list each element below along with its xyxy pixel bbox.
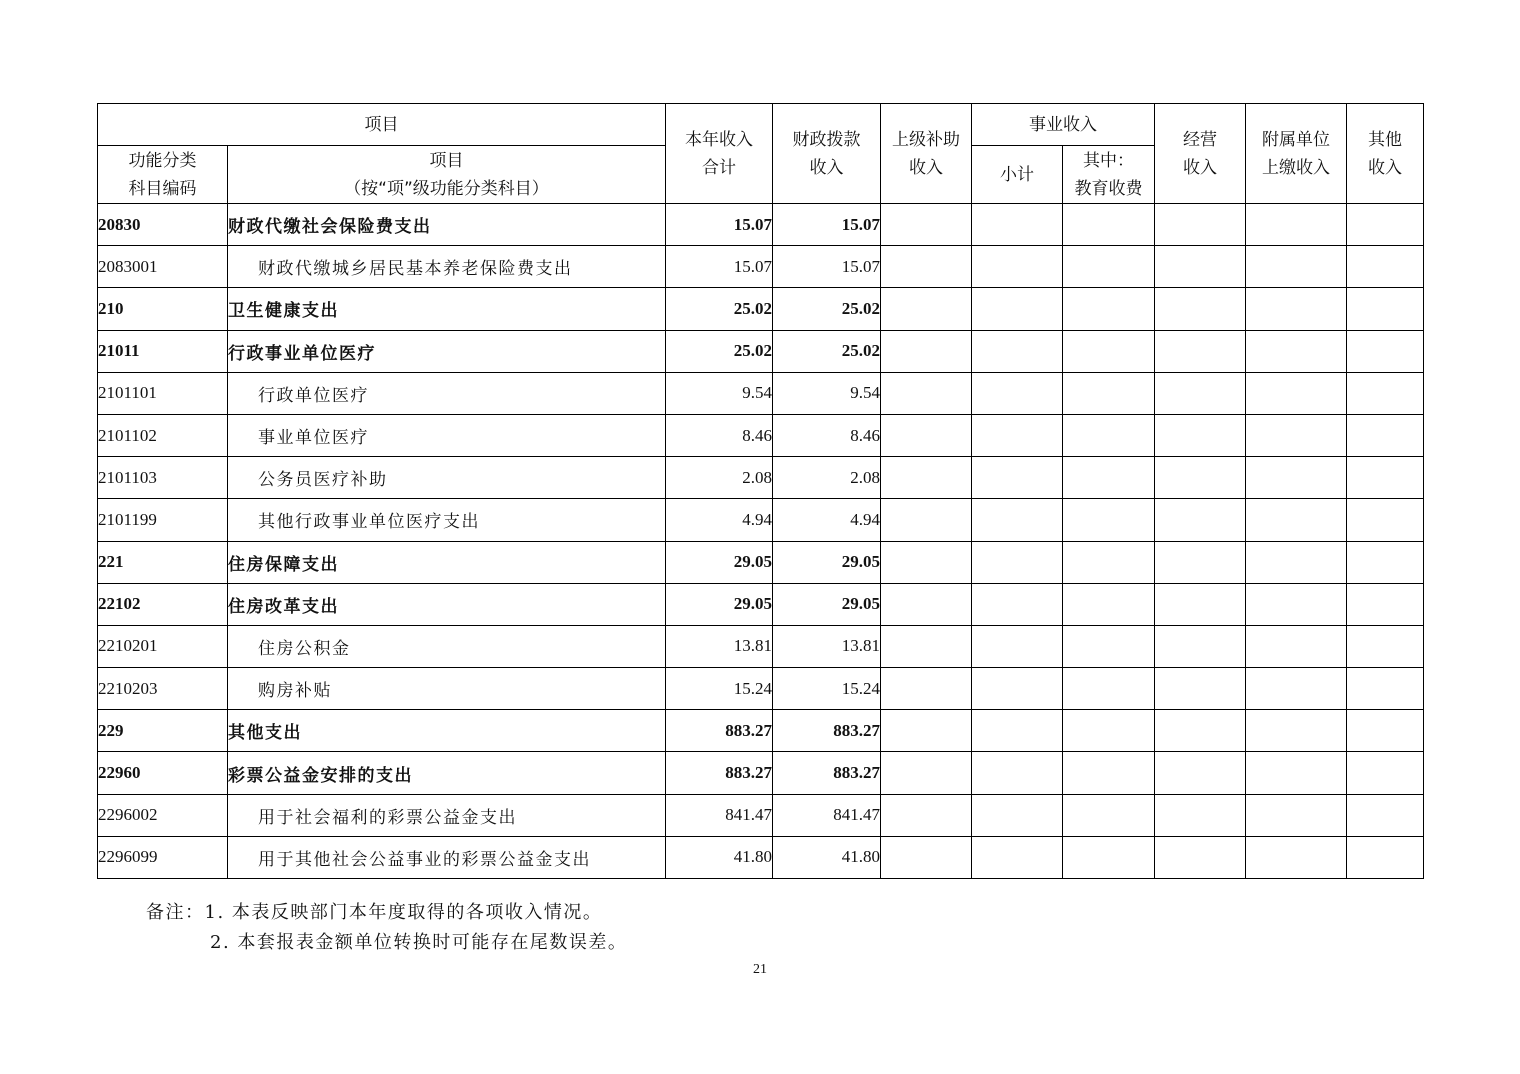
row-name: 公务员医疗补助 (228, 457, 666, 499)
row-code: 2296002 (98, 794, 228, 836)
row-affiliated-income (1246, 836, 1347, 878)
row-business-subtotal (972, 625, 1063, 667)
row-business-subtotal (972, 288, 1063, 330)
row-total-income: 15.07 (666, 246, 773, 288)
row-code: 210 (98, 288, 228, 330)
row-superior-subsidy (881, 457, 972, 499)
table-row (98, 836, 1424, 878)
row-business-subtotal (972, 583, 1063, 625)
row-other-income (1347, 330, 1424, 372)
row-superior-subsidy (881, 710, 972, 752)
row-fiscal-allocation: 15.24 (773, 668, 881, 710)
row-name: 财政代缴城乡居民基本养老保险费支出 (228, 246, 666, 288)
row-total-income: 4.94 (666, 499, 773, 541)
row-business-subtotal (972, 330, 1063, 372)
row-code: 2101101 (98, 372, 228, 414)
row-total-income: 25.02 (666, 330, 773, 372)
header-func-code: 功能分类 科目编码 (98, 146, 228, 204)
row-fiscal-allocation: 15.07 (773, 204, 881, 246)
row-business-education-fee (1063, 288, 1155, 330)
row-fiscal-allocation: 883.27 (773, 752, 881, 794)
row-other-income (1347, 625, 1424, 667)
row-business-education-fee (1063, 414, 1155, 456)
row-affiliated-income (1246, 457, 1347, 499)
row-total-income: 883.27 (666, 710, 773, 752)
row-superior-subsidy (881, 330, 972, 372)
row-affiliated-income (1246, 204, 1347, 246)
row-code: 2210203 (98, 668, 228, 710)
table-row (98, 372, 1424, 414)
table-row (98, 625, 1424, 667)
row-fiscal-allocation: 4.94 (773, 499, 881, 541)
header-total-income: 本年收入 合计 (666, 104, 773, 204)
header-superior-subsidy: 上级补助 收入 (881, 104, 972, 204)
row-business-education-fee (1063, 794, 1155, 836)
row-business-education-fee (1063, 541, 1155, 583)
row-name: 其他行政事业单位医疗支出 (228, 499, 666, 541)
row-code: 2101102 (98, 414, 228, 456)
row-affiliated-income (1246, 625, 1347, 667)
row-other-income (1347, 288, 1424, 330)
row-name: 卫生健康支出 (228, 288, 666, 330)
row-total-income: 13.81 (666, 625, 773, 667)
row-affiliated-income (1246, 330, 1347, 372)
header-business-subtotal: 小计 (972, 146, 1063, 204)
income-table (97, 103, 1424, 879)
row-other-income (1347, 414, 1424, 456)
row-business-subtotal (972, 541, 1063, 583)
row-business-education-fee (1063, 836, 1155, 878)
row-fiscal-allocation: 8.46 (773, 414, 881, 456)
row-superior-subsidy (881, 372, 972, 414)
row-superior-subsidy (881, 204, 972, 246)
row-operating-income (1155, 330, 1246, 372)
row-operating-income (1155, 752, 1246, 794)
row-business-education-fee (1063, 625, 1155, 667)
row-operating-income (1155, 499, 1246, 541)
row-operating-income (1155, 246, 1246, 288)
row-fiscal-allocation: 41.80 (773, 836, 881, 878)
row-total-income: 29.05 (666, 541, 773, 583)
row-name: 财政代缴社会保险费支出 (228, 204, 666, 246)
table-row (98, 414, 1424, 456)
row-business-subtotal (972, 794, 1063, 836)
row-business-subtotal (972, 836, 1063, 878)
table-body (98, 204, 1424, 879)
row-name: 住房改革支出 (228, 583, 666, 625)
row-name: 用于其他社会公益事业的彩票公益金支出 (228, 836, 666, 878)
row-superior-subsidy (881, 414, 972, 456)
row-fiscal-allocation: 9.54 (773, 372, 881, 414)
row-other-income (1347, 710, 1424, 752)
row-code: 2101199 (98, 499, 228, 541)
row-business-education-fee (1063, 457, 1155, 499)
row-superior-subsidy (881, 288, 972, 330)
row-superior-subsidy (881, 752, 972, 794)
row-business-subtotal (972, 668, 1063, 710)
row-operating-income (1155, 288, 1246, 330)
row-affiliated-income (1246, 583, 1347, 625)
row-superior-subsidy (881, 625, 972, 667)
row-business-subtotal (972, 372, 1063, 414)
row-total-income: 883.27 (666, 752, 773, 794)
table-row (98, 246, 1424, 288)
row-business-education-fee (1063, 752, 1155, 794)
row-operating-income (1155, 204, 1246, 246)
row-business-subtotal (972, 204, 1063, 246)
row-affiliated-income (1246, 668, 1347, 710)
row-other-income (1347, 457, 1424, 499)
row-total-income: 15.07 (666, 204, 773, 246)
row-total-income: 29.05 (666, 583, 773, 625)
row-superior-subsidy (881, 668, 972, 710)
row-code: 21011 (98, 330, 228, 372)
row-affiliated-income (1246, 414, 1347, 456)
table-row (98, 457, 1424, 499)
row-business-subtotal (972, 499, 1063, 541)
remarks (146, 898, 627, 958)
row-superior-subsidy (881, 583, 972, 625)
row-operating-income (1155, 414, 1246, 456)
row-operating-income (1155, 794, 1246, 836)
row-operating-income (1155, 457, 1246, 499)
row-affiliated-income (1246, 246, 1347, 288)
row-affiliated-income (1246, 710, 1347, 752)
row-code: 2210201 (98, 625, 228, 667)
header-fiscal-allocation: 财政拨款 收入 (773, 104, 881, 204)
header-other-income: 其他 收入 (1347, 104, 1424, 204)
row-total-income: 41.80 (666, 836, 773, 878)
row-superior-subsidy (881, 246, 972, 288)
table-row (98, 499, 1424, 541)
row-total-income: 2.08 (666, 457, 773, 499)
table-row (98, 710, 1424, 752)
row-operating-income (1155, 710, 1246, 752)
row-business-education-fee (1063, 372, 1155, 414)
row-name: 购房补贴 (228, 668, 666, 710)
table-row (98, 288, 1424, 330)
row-code: 229 (98, 710, 228, 752)
row-affiliated-income (1246, 541, 1347, 583)
table-row (98, 668, 1424, 710)
row-superior-subsidy (881, 499, 972, 541)
row-business-subtotal (972, 710, 1063, 752)
row-business-education-fee (1063, 499, 1155, 541)
table-row (98, 583, 1424, 625)
row-fiscal-allocation: 2.08 (773, 457, 881, 499)
row-affiliated-income (1246, 372, 1347, 414)
header-business-income: 事业收入 (972, 104, 1155, 146)
row-other-income (1347, 583, 1424, 625)
row-total-income: 25.02 (666, 288, 773, 330)
row-operating-income (1155, 372, 1246, 414)
row-business-subtotal (972, 457, 1063, 499)
row-other-income (1347, 836, 1424, 878)
table-row (98, 330, 1424, 372)
row-fiscal-allocation: 29.05 (773, 541, 881, 583)
row-affiliated-income (1246, 288, 1347, 330)
row-affiliated-income (1246, 794, 1347, 836)
row-operating-income (1155, 583, 1246, 625)
table-row (98, 752, 1424, 794)
row-fiscal-allocation: 25.02 (773, 330, 881, 372)
row-operating-income (1155, 625, 1246, 667)
row-fiscal-allocation: 29.05 (773, 583, 881, 625)
row-other-income (1347, 794, 1424, 836)
row-other-income (1347, 752, 1424, 794)
row-operating-income (1155, 668, 1246, 710)
remark-line-2: 2. 本套报表金额单位转换时可能存在尾数误差。 (210, 932, 628, 953)
row-total-income: 841.47 (666, 794, 773, 836)
row-business-education-fee (1063, 668, 1155, 710)
row-business-education-fee (1063, 583, 1155, 625)
row-business-education-fee (1063, 246, 1155, 288)
row-fiscal-allocation: 15.07 (773, 246, 881, 288)
page-number: 21 (753, 962, 767, 977)
row-business-education-fee (1063, 204, 1155, 246)
row-code: 22102 (98, 583, 228, 625)
row-fiscal-allocation: 13.81 (773, 625, 881, 667)
row-name: 事业单位医疗 (228, 414, 666, 456)
row-name: 行政单位医疗 (228, 372, 666, 414)
header-project-group: 项目 (98, 104, 666, 146)
row-code: 22960 (98, 752, 228, 794)
table-row (98, 204, 1424, 246)
table-row (98, 541, 1424, 583)
row-fiscal-allocation: 841.47 (773, 794, 881, 836)
row-code: 2101103 (98, 457, 228, 499)
row-business-subtotal (972, 246, 1063, 288)
row-total-income: 8.46 (666, 414, 773, 456)
row-total-income: 15.24 (666, 668, 773, 710)
row-affiliated-income (1246, 752, 1347, 794)
header-business-education-fee: 其中： 教育收费 (1063, 146, 1155, 204)
row-business-education-fee (1063, 330, 1155, 372)
row-other-income (1347, 541, 1424, 583)
remark-line-1: 备注：1. 本表反映部门本年度取得的各项收入情况。 (146, 902, 603, 923)
header-affiliated-income: 附属单位 上缴收入 (1246, 104, 1347, 204)
row-name: 彩票公益金安排的支出 (228, 752, 666, 794)
row-superior-subsidy (881, 794, 972, 836)
row-business-education-fee (1063, 710, 1155, 752)
row-superior-subsidy (881, 541, 972, 583)
row-operating-income (1155, 541, 1246, 583)
row-name: 行政事业单位医疗 (228, 330, 666, 372)
row-other-income (1347, 499, 1424, 541)
row-other-income (1347, 372, 1424, 414)
row-code: 2083001 (98, 246, 228, 288)
row-other-income (1347, 204, 1424, 246)
row-other-income (1347, 668, 1424, 710)
row-code: 2296099 (98, 836, 228, 878)
row-superior-subsidy (881, 836, 972, 878)
header-item: 项目 （按“项”级功能分类科目） (228, 146, 666, 204)
row-fiscal-allocation: 25.02 (773, 288, 881, 330)
row-code: 20830 (98, 204, 228, 246)
row-other-income (1347, 246, 1424, 288)
row-name: 其他支出 (228, 710, 666, 752)
row-affiliated-income (1246, 499, 1347, 541)
row-name: 住房保障支出 (228, 541, 666, 583)
table-row (98, 794, 1424, 836)
row-code: 221 (98, 541, 228, 583)
row-total-income: 9.54 (666, 372, 773, 414)
row-operating-income (1155, 836, 1246, 878)
row-fiscal-allocation: 883.27 (773, 710, 881, 752)
row-name: 住房公积金 (228, 625, 666, 667)
row-business-subtotal (972, 752, 1063, 794)
row-business-subtotal (972, 414, 1063, 456)
row-name: 用于社会福利的彩票公益金支出 (228, 794, 666, 836)
header-operating-income: 经营 收入 (1155, 104, 1246, 204)
